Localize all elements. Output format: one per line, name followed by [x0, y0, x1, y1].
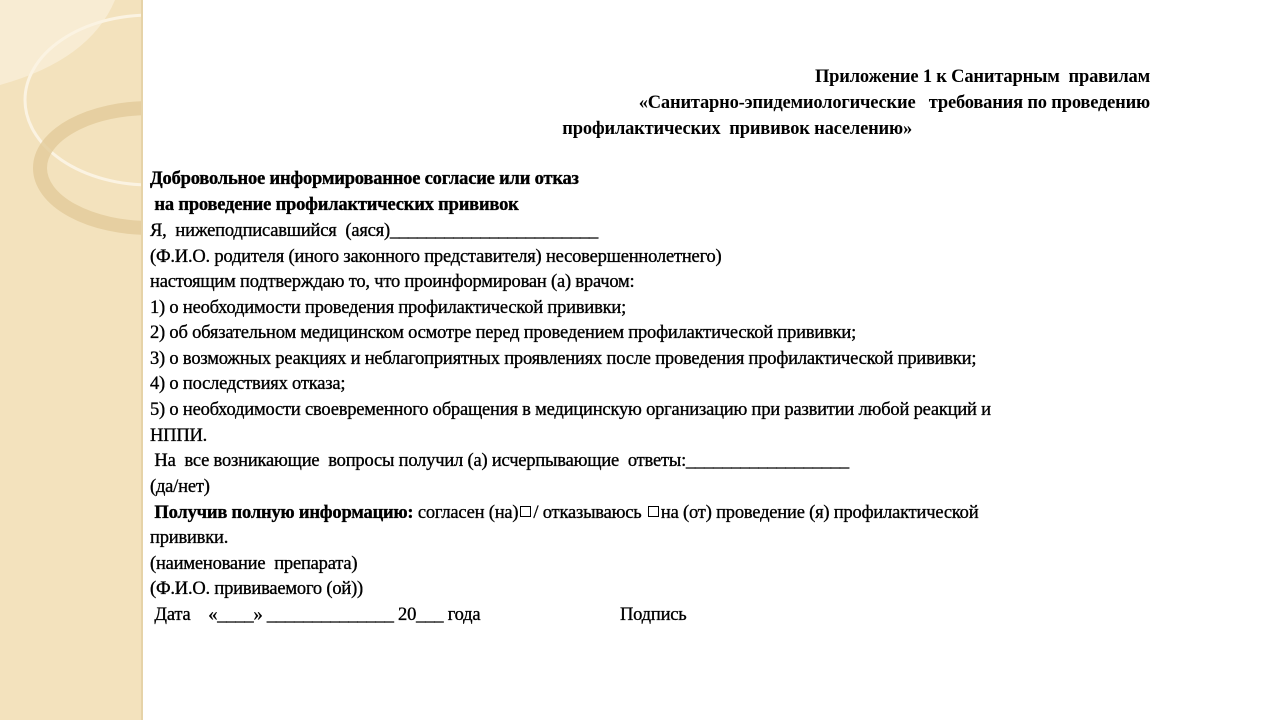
list-item: 3) о возможных реакциях и неблагоприятных проявлениях после проведения профилактической прививки;	[150, 349, 977, 369]
list-item: НППИ.	[150, 426, 208, 446]
answers-field: На все возникающие вопросы получил (а) исчерпывающие ответы:__________________	[150, 451, 849, 471]
refuse-checkbox[interactable]	[648, 506, 659, 517]
decision-line	[150, 501, 978, 525]
signature-label: Подпись	[620, 605, 687, 625]
list-item: 4) о последствиях отказа;	[150, 374, 346, 394]
decision-continued: прививки.	[150, 528, 229, 548]
decorative-sidebar	[0, 0, 143, 720]
signer-hint: (Ф.И.О. родителя (иного законного представителя) несовершеннолетнего)	[150, 247, 722, 267]
decorative-swirl	[0, 0, 141, 720]
confirm-text: настоящим подтверждаю то, что проинформирован (а) врачом:	[150, 272, 635, 292]
signer-field: Я, нижеподписавшийся (аяся)_______________________	[150, 221, 599, 241]
refuse-text: / отказываюсь	[533, 503, 646, 523]
drug-hint: (наименование препарата)	[150, 554, 358, 574]
decision-rest: на (от) проведение (я) профилактической	[660, 503, 979, 523]
decision-label: Получив полную информацию:	[150, 503, 414, 523]
form-title-1: Добровольное информированное согласие или отказ	[150, 169, 579, 189]
date-field: Дата «____» ______________ 20___ года	[150, 605, 481, 625]
answers-hint: (да/нет)	[150, 477, 210, 497]
name-hint: (Ф.И.О. прививаемого (ой))	[150, 579, 363, 599]
list-item: 2) об обязательном медицинском осмотре перед проведением профилактической прививки;	[150, 323, 857, 343]
header-line-1: Приложение 1 к Санитарным правилам	[814, 67, 1150, 87]
list-item: 5) о необходимости своевременного обращения в медицинскую организацию при развитии любой реакций и	[150, 400, 991, 420]
agree-text: согласен (на)	[413, 503, 519, 523]
header-line-2: «Санитарно-эпидемиологические требования по проведению	[638, 93, 1150, 113]
list-item: 1) о необходимости проведения профилактической прививки;	[150, 298, 627, 318]
form-title-2: на проведение профилактических прививок	[150, 195, 519, 215]
header-line-3: профилактических прививок населению»	[562, 119, 912, 139]
agree-checkbox[interactable]	[520, 506, 531, 517]
